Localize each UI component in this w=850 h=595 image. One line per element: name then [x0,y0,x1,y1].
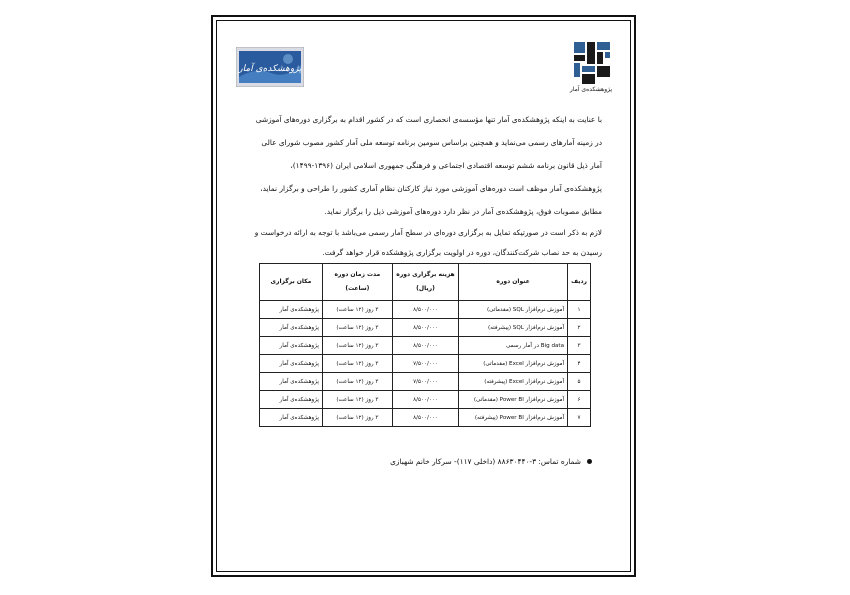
bullet-icon [587,459,592,464]
header-cost-line1: هزینه برگزاری دوره [396,271,455,278]
row-num: ۳ [568,337,591,355]
note-paragraph [236,221,602,261]
row-place: پژوهشکده‌ی آمار [260,373,323,391]
row-place: پژوهشکده‌ی آمار [260,409,323,427]
header-num: ردیف [568,264,591,301]
row-title: Big data در آمار رسمی [459,337,568,355]
table-header-row [260,264,591,301]
table-row [260,355,591,373]
row-place: پژوهشکده‌ی آمار [260,319,323,337]
note-line: لازم به ذکر است در صورتیکه تمایل به برگزاری دوره‌ای در سطح آمار رسمی می‌باشد با توجه به ارائه درخواست و [254,228,602,237]
contact-line [330,457,592,466]
row-duration: ۳ روز (۱۲ ساعت) [322,373,392,391]
row-cost: ۷/۵۰۰/۰۰۰ [392,355,458,373]
row-title: آموزش نرم‌افزار SQL (مقدماتی) [459,301,568,319]
row-title: آموزش نرم‌افزار SQL (پیشرفته) [459,319,568,337]
row-title: آموزش نرم‌افزار Excel (پیشرفته) [459,373,568,391]
row-num: ۵ [568,373,591,391]
header-place: مکان برگزاری [260,264,323,301]
header-duration-line2: (ساعت) [345,285,370,292]
intro-line: با عنایت به اینکه پژوهشکده‌ی آمار تنها مؤسسه‌ی انحصاری است که در کشور اقدام به برگزاری دوره‌های آموزشی [255,115,602,124]
intro-paragraph [236,108,602,223]
row-duration: ۳ روز (۱۲ ساعت) [322,355,392,373]
intro-line: در زمینه آمارهای رسمی می‌نماید و همچنین براساس سومین برنامه توسعه ملی آمار کشور مصوب شورای عالی [261,138,602,147]
intro-line: پژوهشکده‌ی آمار موظف است دوره‌های آموزشی مورد نیاز کارکنان نظام آماری کشور را طراحی و برگزار نماید، [260,184,602,193]
table-row [260,337,591,355]
row-duration: ۳ روز (۱۲ ساعت) [322,409,392,427]
table-row [260,301,591,319]
row-cost: ۸/۵۰۰/۰۰۰ [392,409,458,427]
row-duration: ۳ روز (۱۲ ساعت) [322,337,392,355]
header-cost [392,264,458,301]
intro-line: آمار ذیل قانون برنامه ششم توسعه اقتصادی اجتماعی و فرهنگی جمهوری اسلامی ایران (۱۳۹۶-۱۴۹۹)، [290,161,602,170]
row-cost: ۸/۵۰۰/۰۰۰ [392,319,458,337]
row-title: آموزش نرم‌افزار Excel (مقدماتی) [459,355,568,373]
table-row [260,319,591,337]
institute-emblem-logo [572,40,612,86]
row-duration: ۳ روز (۱۲ ساعت) [322,301,392,319]
table-row [260,373,591,391]
row-num: ۶ [568,391,591,409]
note-line: رسیدن به حد نصاب شرکت‌کنندگان، دوره در اولویت برگزاری پژوهشکده قرار خواهد گرفت. [322,248,602,257]
intro-line: مطابق مصوبات فوق، پژوهشکده‌ی آمار در نظر دارد دوره‌های آموزشی ذیل را برگزار نماید. [324,207,602,216]
table-row [260,409,591,427]
row-num: ۷ [568,409,591,427]
row-num: ۲ [568,319,591,337]
emblem-caption: پژوهشکده‌ی آمار [569,86,613,93]
row-place: پژوهشکده‌ی آمار [260,337,323,355]
row-num: ۱ [568,301,591,319]
institute-banner-logo [236,47,304,87]
table-row [260,391,591,409]
courses-table [259,263,591,427]
row-duration: ۳ روز (۱۲ ساعت) [322,391,392,409]
row-cost: ۸/۵۰۰/۰۰۰ [392,337,458,355]
row-num: ۴ [568,355,591,373]
row-title: آموزش نرم‌افزار Power BI (مقدماتی) [459,391,568,409]
row-place: پژوهشکده‌ی آمار [260,355,323,373]
contact-text: شماره تماس: ۳-۸۸۶۳۰۴۴۰ (داخلی ۱۱۷)- سرکار خانم شهبازی [390,457,581,466]
header-cost-line2: (ریال) [416,285,435,292]
row-place: پژوهشکده‌ی آمار [260,391,323,409]
banner-logo-text: پژوهشکده‌ی آمار [238,64,302,74]
header-title: عنوان دوره [459,264,568,301]
row-place: پژوهشکده‌ی آمار [260,301,323,319]
row-cost: ۸/۵۰۰/۰۰۰ [392,391,458,409]
row-title: آموزش نرم‌افزار Power BI (پیشرفته) [459,409,568,427]
row-duration: ۳ روز (۱۲ ساعت) [322,319,392,337]
header-duration [322,264,392,301]
row-cost: ۸/۵۰۰/۰۰۰ [392,301,458,319]
header-duration-line1: مدت زمان دوره [334,271,381,278]
row-cost: ۷/۵۰۰/۰۰۰ [392,373,458,391]
